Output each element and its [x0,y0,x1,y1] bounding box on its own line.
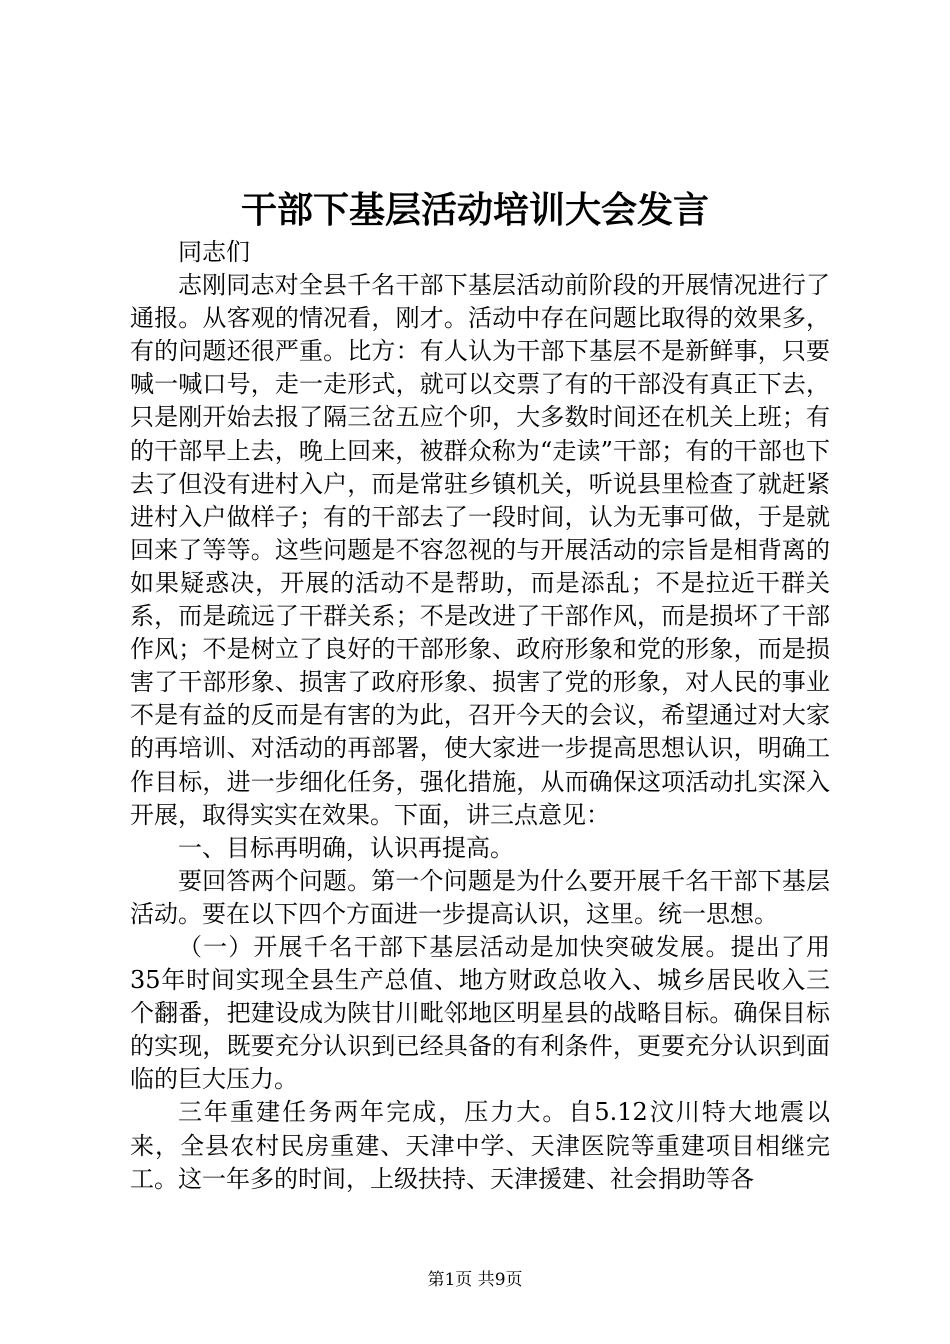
section-heading: 一、目标再明确，认识再提高。 [178,833,514,862]
page-number-footer: 第1页 共9页 [427,1270,523,1290]
subsection-paragraph: （一）开展千名干部下基层活动是加快突破发展。提出了用35年时间实现全县生产总值、地方财政总收入、城乡居民收入三个翻番，把建设成为陕甘川毗邻地区明星县的战略目标。确保目标的实现，既要充分认识到已经具备的有利条件，更要充分认识到面临的巨大压力。 [130,932,830,1094]
body-paragraph: 要回答两个问题。第一个问题是为什么要开展千名干部下基层活动。要在以下四个方面进一步提高认识，这里。统一思想。 [130,866,830,928]
body-paragraph: 三年重建任务两年完成，压力大。自5.12汶川特大地震以来，全县农村民房重建、天津中学、天津医院等重建项目相继完工。这一年多的时间，上级扶持、天津援建、社会捐助等各 [130,1098,830,1193]
document-body [130,236,830,1196]
document-title: 干部下基层活动培训大会发言 [240,189,709,231]
salutation-paragraph: 同志们 [178,238,250,266]
body-paragraph: 志刚同志对全县千名干部下基层活动前阶段的开展情况进行了通报。从客观的情况看，刚才。活动中存在问题比取得的效果多，有的问题还很严重。比方：有人认为干部下基层不是新鲜事，只要喊一喊口号，走一走形式，就可以交票了有的干部没有真正下去，只是刚开始去报了隔三岔五应个卯，大多数时间还在机关上班；有的干部早上去，晚上回来，被群众称为“走读”干部；有的干部也下去了但没有进村入户，而是常驻乡镇机关，听说县里检查了就赶紧进村入户做样子；有的干部去了一段时间，认为无事可做，于是就回来了等等。这些问题是不容忽视的与开展活动的宗旨是相背离的如果疑惑决，开展的活动不是帮助，而是添乱；不是拉近干群关系，而是疏远了干群关系；不是改进了干部作风，而是损坏了干部作风；不是树立了良好的干部形象、政府形象和党的形象，而是损害了干部形象、损害了政府形象、损害了党的形象，对人民的事业不是有益的反而是有害的为此，召开今天的会议，希望通过对大家的再培训、对活动的再部署，使大家进一步提高思想认识，明确工作目标，进一步细化任务，强化措施，从而确保这项活动扎实深入开展，取得实实在效果。下面，讲三点意见： [130,271,830,829]
